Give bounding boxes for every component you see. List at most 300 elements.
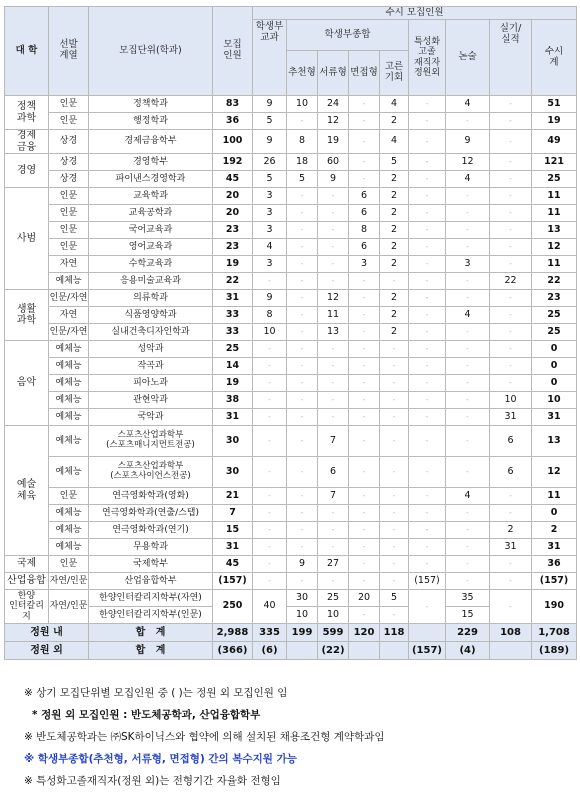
susi-total-cell: 19 (532, 113, 577, 130)
count-cell: 12 (318, 290, 349, 307)
count-cell: 10 (287, 96, 318, 113)
header-unit: 모집단위(학과) (89, 7, 213, 96)
count-cell: 3 (253, 256, 287, 273)
count-cell: - (409, 256, 446, 273)
quota-cell: 100 (213, 130, 253, 154)
count-cell: - (349, 539, 380, 556)
count-cell: 2 (380, 324, 409, 341)
table-row (5, 573, 577, 590)
header-special: 특성화 고졸 재직자 정원외 (409, 20, 446, 96)
count-cell: 8 (287, 130, 318, 154)
header-student-subject: 학생부 교과 (253, 20, 287, 96)
count-cell: 7 (318, 426, 349, 457)
count-cell: 24 (318, 96, 349, 113)
department-cell: 피아노과 (89, 375, 213, 392)
count-cell: - (349, 96, 380, 113)
count-cell: - (380, 505, 409, 522)
count-cell: - (490, 290, 532, 307)
count-cell: - (409, 154, 446, 171)
count-cell: - (409, 590, 446, 624)
summary-count (287, 642, 318, 660)
count-cell: - (287, 392, 318, 409)
quota-cell: 20 (213, 188, 253, 205)
count-cell: - (349, 130, 380, 154)
count-cell: - (287, 324, 318, 341)
table-row (5, 113, 577, 130)
susi-total-cell: 0 (532, 505, 577, 522)
count-cell: 9 (287, 556, 318, 573)
count-cell: - (409, 96, 446, 113)
susi-total-cell: 121 (532, 154, 577, 171)
table-row (5, 358, 577, 375)
count-cell: 31 (490, 539, 532, 556)
count-cell: 10 (318, 607, 349, 624)
count-cell: - (446, 324, 490, 341)
susi-total-cell: 11 (532, 256, 577, 273)
count-cell: 27 (318, 556, 349, 573)
track-cell: 상경 (49, 130, 89, 154)
quota-cell: 192 (213, 154, 253, 171)
susi-total-cell: 31 (532, 409, 577, 426)
susi-total-cell: 11 (532, 188, 577, 205)
department-cell: 행정학과 (89, 113, 213, 130)
count-cell: - (318, 188, 349, 205)
count-cell: - (446, 457, 490, 488)
count-cell: - (409, 273, 446, 290)
count-cell: 5 (253, 171, 287, 188)
header-recommend2: 추천형 (287, 51, 318, 96)
summary-row (5, 624, 577, 642)
susi-total-cell: 12 (532, 239, 577, 256)
count-cell: - (287, 307, 318, 324)
count-cell: - (318, 392, 349, 409)
count-cell: - (409, 375, 446, 392)
quota-cell: 30 (213, 426, 253, 457)
count-cell: - (349, 341, 380, 358)
track-cell: 예체능 (49, 457, 89, 488)
note-1: ※ 상기 모집단위별 모집인원 중 ( )는 정원 외 모집인원 임 (24, 687, 288, 699)
count-cell: - (349, 273, 380, 290)
count-cell: - (253, 358, 287, 375)
count-cell: - (253, 556, 287, 573)
count-cell: - (253, 488, 287, 505)
count-cell: - (287, 358, 318, 375)
count-cell: - (287, 426, 318, 457)
count-cell: - (409, 188, 446, 205)
quota-cell: 31 (213, 409, 253, 426)
count-cell: - (349, 392, 380, 409)
count-cell: 6 (349, 205, 380, 222)
count-cell: - (490, 590, 532, 624)
count-cell: - (349, 154, 380, 171)
count-cell: - (287, 256, 318, 273)
count-cell: - (409, 457, 446, 488)
count-cell: - (318, 505, 349, 522)
summary-count: (4) (446, 642, 490, 660)
count-cell: - (490, 324, 532, 341)
count-cell: 5 (380, 590, 409, 607)
count-cell: - (409, 522, 446, 539)
department-cell: 교육학과 (89, 188, 213, 205)
department-cell: 경영학부 (89, 154, 213, 171)
count-cell: - (490, 488, 532, 505)
count-cell: - (490, 358, 532, 375)
quota-cell: 45 (213, 556, 253, 573)
quota-cell: 25 (213, 341, 253, 358)
susi-total-cell: 25 (532, 307, 577, 324)
count-cell: - (380, 457, 409, 488)
quota-cell: 23 (213, 239, 253, 256)
count-cell: - (349, 290, 380, 307)
table-row (5, 426, 577, 457)
count-cell: - (446, 573, 490, 590)
count-cell: 6 (349, 188, 380, 205)
count-cell: 12 (446, 154, 490, 171)
count-cell: - (349, 375, 380, 392)
quota-cell: 33 (213, 324, 253, 341)
count-cell: - (446, 375, 490, 392)
count-cell: - (446, 239, 490, 256)
summary-quota: 2,988 (213, 624, 253, 642)
table-row (5, 539, 577, 556)
count-cell: 6 (490, 457, 532, 488)
count-cell: - (349, 488, 380, 505)
count-cell: - (318, 222, 349, 239)
count-cell: 3 (349, 256, 380, 273)
susi-total-cell: 13 (532, 222, 577, 239)
count-cell: 2 (380, 256, 409, 273)
count-cell: 5 (380, 154, 409, 171)
summary-mid: 합 계 (89, 624, 213, 642)
table-row (5, 341, 577, 358)
department-cell: 파이낸스경영학과 (89, 171, 213, 188)
count-cell: - (380, 539, 409, 556)
track-cell: 예체능 (49, 522, 89, 539)
susi-total-cell: 2 (532, 522, 577, 539)
count-cell: - (318, 375, 349, 392)
susi-total-cell: 0 (532, 341, 577, 358)
count-cell: - (490, 307, 532, 324)
count-cell: - (409, 426, 446, 457)
susi-total-cell: 0 (532, 375, 577, 392)
table-row (5, 457, 577, 488)
header-quota: 모집 인원 (213, 7, 253, 96)
count-cell: 2 (380, 222, 409, 239)
count-cell: - (349, 171, 380, 188)
count-cell: 9 (253, 130, 287, 154)
table-row (5, 392, 577, 409)
count-cell: 4 (446, 171, 490, 188)
table-row (5, 222, 577, 239)
header-document: 서류형 (318, 51, 349, 96)
count-cell: 35 (446, 590, 490, 607)
count-cell: 9 (253, 290, 287, 307)
department-cell: 경제금융학부 (89, 130, 213, 154)
susi-total-cell: 12 (532, 457, 577, 488)
susi-total-cell: 190 (532, 590, 577, 624)
note-2: * 정원 외 모집인원 : 반도체공학과, 산업융합학부 (32, 709, 261, 721)
track-cell: 인문 (49, 239, 89, 256)
count-cell: 5 (253, 113, 287, 130)
susi-total-cell: 11 (532, 488, 577, 505)
count-cell: - (349, 607, 380, 624)
count-cell: - (349, 573, 380, 590)
count-cell: - (349, 324, 380, 341)
count-cell: 6 (490, 426, 532, 457)
department-cell: 국악과 (89, 409, 213, 426)
count-cell: - (490, 154, 532, 171)
track-cell: 인문/자연 (49, 324, 89, 341)
susi-total-cell: 10 (532, 392, 577, 409)
department-cell: 한양인터칼리지학부(인문) (89, 607, 213, 624)
count-cell: 4 (446, 488, 490, 505)
count-cell: 2 (380, 113, 409, 130)
count-cell: - (318, 409, 349, 426)
table-row (5, 205, 577, 222)
notes (24, 682, 574, 792)
susi-total-cell: 0 (532, 358, 577, 375)
count-cell: - (349, 409, 380, 426)
count-cell: - (490, 239, 532, 256)
track-cell: 예체능 (49, 273, 89, 290)
count-cell: 4 (380, 130, 409, 154)
count-cell: 10 (253, 324, 287, 341)
quota-cell: 19 (213, 256, 253, 273)
count-cell: - (287, 205, 318, 222)
quota-cell: 15 (213, 522, 253, 539)
count-cell: - (349, 505, 380, 522)
track-cell: 자연/인문 (49, 573, 89, 590)
count-cell: - (446, 273, 490, 290)
count-cell: - (253, 522, 287, 539)
count-cell: - (318, 358, 349, 375)
susi-total-cell: 25 (532, 324, 577, 341)
department-cell: 연극영화학과(영화) (89, 488, 213, 505)
count-cell: 2 (380, 188, 409, 205)
count-cell: - (409, 539, 446, 556)
college-cell: 산업융합 (5, 573, 49, 590)
count-cell: - (490, 573, 532, 590)
department-cell: 식품영양학과 (89, 307, 213, 324)
table-row (5, 188, 577, 205)
track-cell: 자연 (49, 256, 89, 273)
track-cell: 자연/인문 (49, 590, 89, 624)
track-cell: 예체능 (49, 426, 89, 457)
count-cell: - (380, 392, 409, 409)
count-cell: 8 (253, 307, 287, 324)
summary-count (380, 642, 409, 660)
track-cell: 예체능 (49, 375, 89, 392)
quota-cell: 31 (213, 539, 253, 556)
count-cell: - (490, 505, 532, 522)
department-cell: 무용학과 (89, 539, 213, 556)
track-cell: 예체능 (49, 392, 89, 409)
quota-cell: 22 (213, 273, 253, 290)
count-cell: 4 (253, 239, 287, 256)
susi-total-cell: 49 (532, 130, 577, 154)
table-row (5, 273, 577, 290)
susi-total-cell: 23 (532, 290, 577, 307)
count-cell: - (318, 341, 349, 358)
count-cell: - (409, 409, 446, 426)
summary-row (5, 642, 577, 660)
summary-count: (22) (318, 642, 349, 660)
susi-total-cell: 51 (532, 96, 577, 113)
track-cell: 인문 (49, 488, 89, 505)
college-cell: 음악 (5, 341, 49, 426)
count-cell: - (253, 573, 287, 590)
count-cell: - (446, 556, 490, 573)
count-cell: - (380, 556, 409, 573)
count-cell: - (253, 392, 287, 409)
count-cell: 9 (318, 171, 349, 188)
quota-cell: 30 (213, 457, 253, 488)
count-cell: 2 (490, 522, 532, 539)
susi-total-cell: (157) (532, 573, 577, 590)
count-cell: - (446, 290, 490, 307)
count-cell: - (349, 522, 380, 539)
department-cell: 한양인터칼리지학부(자연) (89, 590, 213, 607)
count-cell: - (287, 341, 318, 358)
count-cell: - (490, 96, 532, 113)
table-row (5, 307, 577, 324)
table-row (5, 488, 577, 505)
track-cell: 상경 (49, 171, 89, 188)
track-cell: 인문 (49, 222, 89, 239)
track-cell: 예체능 (49, 409, 89, 426)
department-cell: 교육공학과 (89, 205, 213, 222)
count-cell: - (490, 188, 532, 205)
track-cell: 예체능 (49, 539, 89, 556)
count-cell: - (287, 239, 318, 256)
count-cell: 2 (380, 171, 409, 188)
susi-total-cell: 31 (532, 539, 577, 556)
summary-count: 108 (490, 624, 532, 642)
count-cell: - (253, 409, 287, 426)
header-susi: 수시 모집인원 (253, 7, 577, 20)
count-cell: - (409, 239, 446, 256)
count-cell: 12 (318, 113, 349, 130)
summary-count: 229 (446, 624, 490, 642)
count-cell: 8 (349, 222, 380, 239)
count-cell: 31 (490, 409, 532, 426)
summary-label: 정원 외 (5, 642, 89, 660)
department-cell: 연극영화학과(연기) (89, 522, 213, 539)
count-cell: - (490, 222, 532, 239)
track-cell: 인문 (49, 205, 89, 222)
count-cell: - (446, 426, 490, 457)
header-university: 대 학 (5, 7, 49, 96)
table-row (5, 96, 577, 113)
department-cell: 국제학부 (89, 556, 213, 573)
count-cell: - (349, 113, 380, 130)
count-cell: - (287, 375, 318, 392)
count-cell: 20 (349, 590, 380, 607)
count-cell: 11 (318, 307, 349, 324)
quota-cell: 250 (213, 590, 253, 624)
count-cell: - (318, 256, 349, 273)
count-cell: - (446, 409, 490, 426)
table-row (5, 409, 577, 426)
count-cell: - (490, 113, 532, 130)
count-cell: 10 (287, 607, 318, 624)
count-cell: (157) (409, 573, 446, 590)
table-row (5, 590, 577, 607)
quota-cell: 19 (213, 375, 253, 392)
count-cell: 15 (446, 607, 490, 624)
count-cell: - (253, 457, 287, 488)
college-cell: 한양 인터칼리지 (5, 590, 49, 624)
quota-cell: 20 (213, 205, 253, 222)
count-cell: 2 (380, 290, 409, 307)
track-cell: 인문/자연 (49, 290, 89, 307)
track-cell: 인문 (49, 113, 89, 130)
summary-count (490, 642, 532, 660)
summary-count: 199 (287, 624, 318, 642)
count-cell: - (490, 556, 532, 573)
department-cell: 스포츠산업과학부 (스포츠매니지먼트전공) (89, 426, 213, 457)
count-cell: - (318, 239, 349, 256)
count-cell: - (287, 488, 318, 505)
count-cell: 13 (318, 324, 349, 341)
count-cell: - (253, 273, 287, 290)
table-row (5, 171, 577, 188)
count-cell: - (380, 358, 409, 375)
department-cell: 의류학과 (89, 290, 213, 307)
quota-cell: 21 (213, 488, 253, 505)
table-row (5, 375, 577, 392)
count-cell: 30 (287, 590, 318, 607)
count-cell: - (446, 392, 490, 409)
college-cell: 국제 (5, 556, 49, 573)
count-cell: - (253, 505, 287, 522)
track-cell: 예체능 (49, 505, 89, 522)
count-cell: - (446, 522, 490, 539)
summary-count: (6) (253, 642, 287, 660)
department-cell: 실내건축디자인학과 (89, 324, 213, 341)
department-cell: 스포츠산업과학부 (스포츠사이언스전공) (89, 457, 213, 488)
count-cell: - (409, 222, 446, 239)
admission-table (4, 6, 577, 660)
quota-cell: 31 (213, 290, 253, 307)
track-cell: 인문 (49, 188, 89, 205)
count-cell: - (253, 375, 287, 392)
track-cell: 인문 (49, 556, 89, 573)
summary-count (349, 642, 380, 660)
count-cell: - (409, 488, 446, 505)
count-cell: - (349, 358, 380, 375)
count-cell: - (287, 539, 318, 556)
department-cell: 성악과 (89, 341, 213, 358)
count-cell: 3 (253, 205, 287, 222)
count-cell: - (409, 324, 446, 341)
susi-total-cell: 22 (532, 273, 577, 290)
count-cell: - (287, 290, 318, 307)
count-cell: - (446, 341, 490, 358)
count-cell: 6 (318, 457, 349, 488)
count-cell: - (409, 113, 446, 130)
count-cell: - (409, 205, 446, 222)
track-cell: 예체능 (49, 358, 89, 375)
count-cell: - (287, 222, 318, 239)
college-cell: 경제 금융 (5, 130, 49, 154)
college-cell: 정책 과학 (5, 96, 49, 130)
header-total: 수시 계 (532, 20, 577, 96)
note-5: ※ 특성화고졸재직자(정원 외)는 전형기간 자율화 전형임 (24, 775, 281, 787)
count-cell: - (409, 392, 446, 409)
department-cell: 정책학과 (89, 96, 213, 113)
department-cell: 응용미술교육과 (89, 273, 213, 290)
